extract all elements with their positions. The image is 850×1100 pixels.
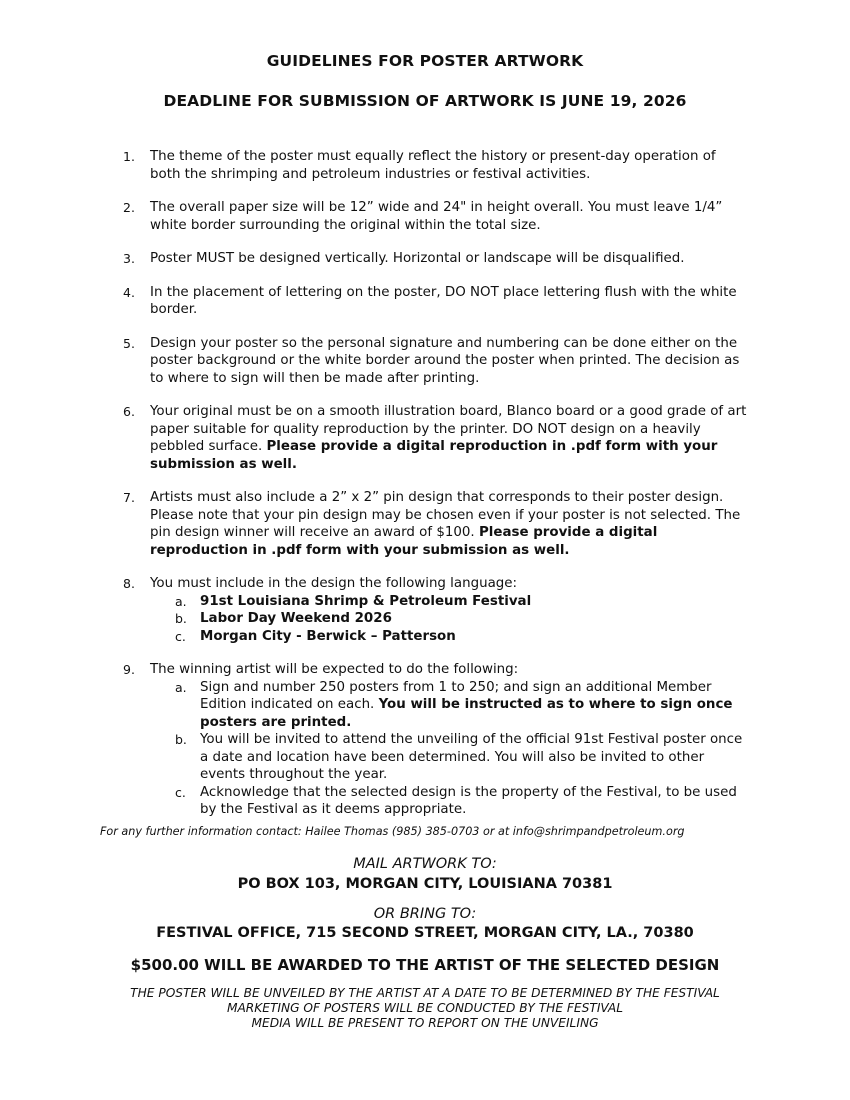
sub-item-letter: c. (175, 628, 186, 644)
sub-item-text: Acknowledge that the selected design is the property of the Festival, to be used by the Festival as it deems appropriate. (200, 784, 737, 817)
required-language-list (150, 593, 748, 646)
item-number: 7. (123, 490, 135, 505)
guideline-item (123, 489, 748, 559)
item-text: Artists must also include a 2” x 2” pin design that corresponds to their poster design. Please note that your pin design may be chosen even if your poster is not selected. The pin design winner will receive an award of $100. (150, 490, 741, 540)
sub-item-letter: b. (175, 732, 187, 747)
guideline-item (123, 199, 748, 234)
sub-item-text: You will be invited to attend the unveiling of the official 91st Festival poster once a date and location have been determined. You will also be invited to other events throughout the year. (200, 732, 743, 782)
item-text: You must include in the design the following language: (150, 576, 518, 591)
guideline-item (123, 403, 748, 473)
item-text: The overall paper size will be 12” wide and 24" in height overall. You must leave 1/4” white border surrounding the original within the total size. (150, 200, 723, 233)
sub-item-letter: a. (175, 679, 187, 695)
guideline-item (123, 575, 748, 645)
item-number: 1. (123, 149, 135, 164)
sub-item-bold-text: 91st Louisiana Shrimp & Petroleum Festival (200, 593, 532, 609)
sub-item-bold-text: You will be instructed as to where to sign once posters are printed. (200, 697, 733, 730)
sub-item-letter: b. (175, 611, 187, 626)
guideline-item (123, 250, 748, 268)
footnote-line: MARKETING OF POSTERS WILL BE CONDUCTED BY THE FESTIVAL (226, 1001, 624, 1015)
guideline-item (123, 335, 748, 388)
item-number: 2. (123, 200, 135, 215)
bring-label: OR BRING TO: (373, 906, 477, 922)
page-title: GUIDELINES FOR POSTER ARTWORK (266, 52, 584, 70)
item-number: 4. (123, 284, 135, 300)
item-text: The theme of the poster must equally reflect the history or present-day operation of both the shrimping and petroleum industries or festival activities. (150, 149, 716, 182)
mail-label: MAIL ARTWORK TO: (353, 856, 497, 872)
sub-item-bold-text: Labor Day Weekend 2026 (200, 611, 392, 626)
sub-item (150, 679, 748, 732)
sub-item (150, 628, 748, 646)
item-number: 8. (123, 576, 135, 591)
item-number: 3. (123, 251, 135, 266)
contact-info: For any further information contact: Hailee Thomas (985) 385-0703 or at info@shrimpandpetroleum.org (100, 825, 685, 838)
guideline-item (123, 148, 748, 183)
sub-item (150, 784, 748, 819)
sub-item-text: Sign and number 250 posters from 1 to 250; and sign an additional Member Edition indicated on each. (200, 679, 712, 712)
footnote-line: MEDIA WILL BE PRESENT TO REPORT ON THE UNVEILING (251, 1016, 599, 1030)
item-bold-text: Please provide a digital reproduction in .pdf form with your submission as well. (150, 439, 718, 472)
item-text: The winning artist will be expected to do the following: (150, 662, 519, 677)
footnote-line: THE POSTER WILL BE UNVEILED BY THE ARTIST AT A DATE TO BE DETERMINED BY THE FESTIVAL (130, 986, 720, 1000)
item-text: Your original must be on a smooth illustration board, Blanco board or a good grade of art paper suitable for quality reproduction by the printer. DO NOT design on a heavily pebbled surface. (150, 404, 747, 454)
sub-item (150, 593, 748, 611)
guideline-item (123, 284, 748, 319)
guideline-item (123, 661, 748, 819)
item-text: In the placement of lettering on the poster, DO NOT place lettering flush with the white border. (150, 284, 737, 317)
sub-item-bold-text: Morgan City - Berwick – Patterson (200, 628, 456, 644)
sub-item-letter: c. (175, 784, 186, 800)
item-text: Poster MUST be designed vertically. Horizontal or landscape will be disqualified. (150, 251, 685, 266)
mail-address: PO BOX 103, MORGAN CITY, LOUISIANA 70381 (237, 876, 613, 892)
sub-item-letter: a. (175, 593, 187, 609)
item-bold-text: Please provide a digital reproduction in .pdf form with your submission as well. (150, 525, 658, 558)
item-number: 5. (123, 335, 135, 351)
item-number: 9. (123, 662, 135, 677)
award-announcement: $500.00 WILL BE AWARDED TO THE ARTIST OF THE SELECTED DESIGN (130, 956, 720, 974)
sub-item (150, 610, 748, 628)
deadline-heading: DEADLINE FOR SUBMISSION OF ARTWORK IS JUNE 19, 2026 (163, 92, 687, 110)
bring-address: FESTIVAL OFFICE, 715 SECOND STREET, MORGAN CITY, LA., 70380 (156, 925, 694, 941)
guidelines-list (123, 148, 748, 835)
sub-item (150, 731, 748, 784)
item-text: Design your poster so the personal signature and numbering can be done either on the poster background or the white border around the poster when printed. The decision as to where to sign will then be made after printing. (150, 335, 740, 386)
item-number: 6. (123, 404, 135, 419)
winner-duties-list (150, 679, 748, 819)
